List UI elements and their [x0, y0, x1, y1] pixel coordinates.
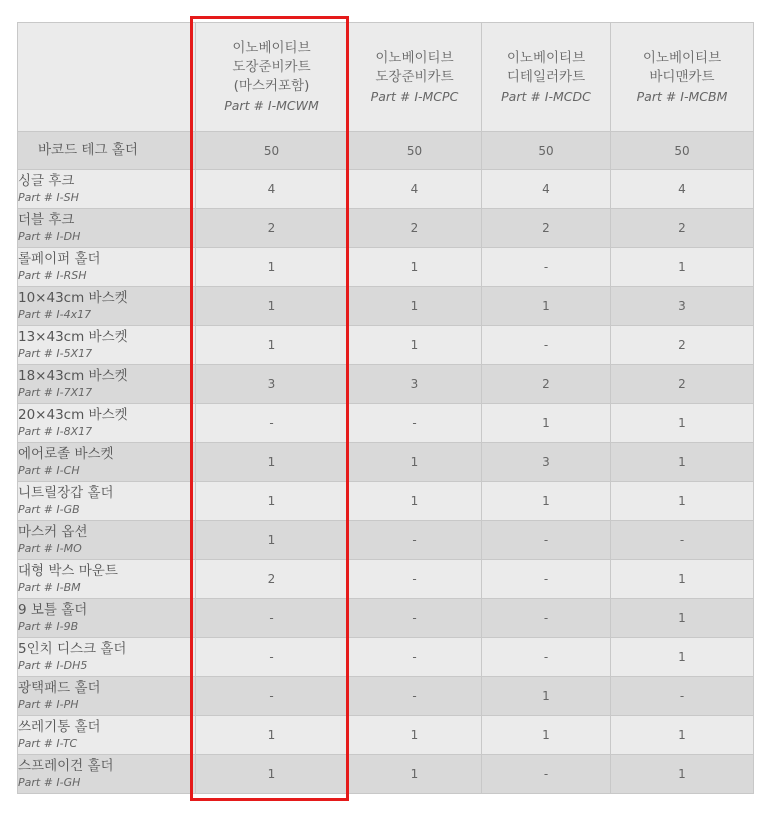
item-part-number: Part # I-DH	[18, 230, 81, 243]
item-name: 싱글 후크	[18, 173, 75, 189]
value-cell: 1	[196, 755, 348, 794]
item-part-number: Part # I-BM	[18, 581, 81, 594]
item-part-number: Part # I-TC	[18, 737, 78, 750]
table-row	[18, 677, 754, 716]
value-cell: -	[348, 677, 482, 716]
row-label	[18, 326, 196, 365]
value-cell: 1	[348, 443, 482, 482]
value-cell: 1	[611, 560, 754, 599]
table-row	[18, 599, 754, 638]
value-cell: 1	[482, 482, 611, 521]
item-name: 20×43cm 바스켓	[18, 407, 128, 423]
value-cell: 2	[611, 209, 754, 248]
value-cell: 1	[348, 716, 482, 755]
value-cell: 1	[348, 482, 482, 521]
value-cell: -	[196, 638, 348, 677]
table-row	[18, 443, 754, 482]
item-part-number: Part # I-CH	[18, 464, 80, 477]
item-name: 롤페이퍼 홀더	[18, 251, 101, 267]
row-label	[18, 560, 196, 599]
item-part-number: Part # I-8X17	[18, 425, 93, 438]
item-name: 에어로졸 바스켓	[18, 446, 114, 462]
table-row	[18, 482, 754, 521]
row-label	[18, 287, 196, 326]
value-cell: 2	[196, 209, 348, 248]
value-cell: -	[196, 677, 348, 716]
value-cell: 1	[196, 716, 348, 755]
item-name: 바코드 테그 홀더	[38, 142, 138, 158]
item-part-number: Part # I-5X17	[18, 347, 93, 360]
row-label	[18, 443, 196, 482]
value-cell: -	[482, 248, 611, 287]
column-header: 이노베이티브 디테일러카트 Part # I-MCDC	[482, 23, 611, 132]
item-name: 마스커 옵션	[18, 524, 88, 540]
value-cell: 2	[482, 209, 611, 248]
item-name: 10×43cm 바스켓	[18, 290, 128, 306]
value-cell: 4	[482, 170, 611, 209]
row-label	[18, 482, 196, 521]
table-row	[18, 326, 754, 365]
table-row	[18, 716, 754, 755]
value-cell: 1	[196, 443, 348, 482]
value-cell: -	[482, 521, 611, 560]
value-cell: -	[611, 521, 754, 560]
row-label	[18, 755, 196, 794]
value-cell: 1	[611, 599, 754, 638]
value-cell: 1	[196, 482, 348, 521]
column-header: 이노베이티브 바디맨카트 Part # I-MCBM	[611, 23, 754, 132]
value-cell: 1	[196, 521, 348, 560]
value-cell: -	[611, 677, 754, 716]
table-row	[18, 521, 754, 560]
value-cell: 2	[196, 560, 348, 599]
item-name: 더블 후크	[18, 212, 75, 228]
item-name: 9 보틀 홀더	[18, 602, 88, 618]
value-cell: 50	[348, 132, 482, 170]
value-cell: 1	[482, 404, 611, 443]
table-row	[18, 287, 754, 326]
item-name: 13×43cm 바스켓	[18, 329, 128, 345]
column-header: 이노베이티브 도장준비카트 (마스커포함) Part # I-MCWM	[196, 23, 348, 132]
item-part-number: Part # I-7X17	[18, 386, 93, 399]
value-cell: 1	[611, 755, 754, 794]
table-row	[18, 248, 754, 287]
value-cell: 3	[348, 365, 482, 404]
row-label	[18, 132, 196, 170]
value-cell: 50	[611, 132, 754, 170]
value-cell: -	[482, 326, 611, 365]
value-cell: -	[348, 404, 482, 443]
value-cell: 1	[611, 716, 754, 755]
value-cell: -	[196, 404, 348, 443]
value-cell: -	[482, 599, 611, 638]
row-label	[18, 404, 196, 443]
value-cell: 3	[482, 443, 611, 482]
value-cell: 1	[196, 326, 348, 365]
table-row	[18, 755, 754, 794]
item-name: 대형 박스 마운트	[18, 563, 118, 579]
item-part-number: Part # I-GH	[18, 776, 81, 789]
value-cell: 1	[611, 404, 754, 443]
value-cell: 1	[611, 248, 754, 287]
item-name: 니트릴장갑 홀더	[18, 485, 114, 501]
row-label	[18, 677, 196, 716]
row-label	[18, 521, 196, 560]
value-cell: 1	[196, 287, 348, 326]
column-header: 이노베이티브 도장준비카트 Part # I-MCPC	[348, 23, 482, 132]
value-cell: 4	[611, 170, 754, 209]
value-cell: 1	[348, 326, 482, 365]
value-cell: 2	[348, 209, 482, 248]
row-label	[18, 209, 196, 248]
row-label	[18, 638, 196, 677]
value-cell: 1	[611, 482, 754, 521]
value-cell: 1	[482, 287, 611, 326]
value-cell: 1	[196, 248, 348, 287]
table-row	[18, 209, 754, 248]
header-row	[18, 23, 754, 132]
table-row	[18, 404, 754, 443]
value-cell: 2	[482, 365, 611, 404]
value-cell: 1	[348, 755, 482, 794]
item-name: 18×43cm 바스켓	[18, 368, 128, 384]
value-cell: -	[348, 638, 482, 677]
item-part-number: Part # I-SH	[18, 191, 79, 204]
table-row	[18, 560, 754, 599]
item-part-number: Part # I-DH5	[18, 659, 88, 672]
value-cell: 1	[482, 716, 611, 755]
table-row	[18, 170, 754, 209]
item-part-number: Part # I-MO	[18, 542, 82, 555]
row-label	[18, 365, 196, 404]
row-label	[18, 248, 196, 287]
value-cell: -	[348, 560, 482, 599]
value-cell: 3	[611, 287, 754, 326]
value-cell: 50	[196, 132, 348, 170]
value-cell: 50	[482, 132, 611, 170]
value-cell: 1	[611, 638, 754, 677]
value-cell: 1	[482, 677, 611, 716]
row-label	[18, 716, 196, 755]
value-cell: -	[196, 599, 348, 638]
item-name: 쓰레기통 홀더	[18, 719, 101, 735]
value-cell: -	[482, 638, 611, 677]
item-part-number: Part # I-RSH	[18, 269, 87, 282]
item-part-number: Part # I-4x17	[18, 308, 92, 321]
item-part-number: Part # I-9B	[18, 620, 79, 633]
item-name: 5인치 디스크 홀더	[18, 641, 127, 657]
value-cell: -	[482, 560, 611, 599]
table-row	[18, 365, 754, 404]
value-cell: -	[482, 755, 611, 794]
corner-cell	[18, 23, 196, 132]
value-cell: -	[348, 599, 482, 638]
value-cell: 3	[196, 365, 348, 404]
value-cell: 4	[196, 170, 348, 209]
item-part-number: Part # I-GB	[18, 503, 80, 516]
value-cell: 4	[348, 170, 482, 209]
value-cell: 1	[611, 443, 754, 482]
row-label	[18, 599, 196, 638]
value-cell: -	[348, 521, 482, 560]
item-name: 스프레이건 홀더	[18, 758, 114, 774]
value-cell: 2	[611, 365, 754, 404]
item-name: 광택패드 홀더	[18, 680, 101, 696]
item-part-number: Part # I-PH	[18, 698, 79, 711]
row-label	[18, 170, 196, 209]
value-cell: 1	[348, 248, 482, 287]
value-cell: 1	[348, 287, 482, 326]
table-row	[18, 638, 754, 677]
comparison-table	[17, 22, 754, 794]
value-cell: 2	[611, 326, 754, 365]
table-row	[18, 132, 754, 170]
